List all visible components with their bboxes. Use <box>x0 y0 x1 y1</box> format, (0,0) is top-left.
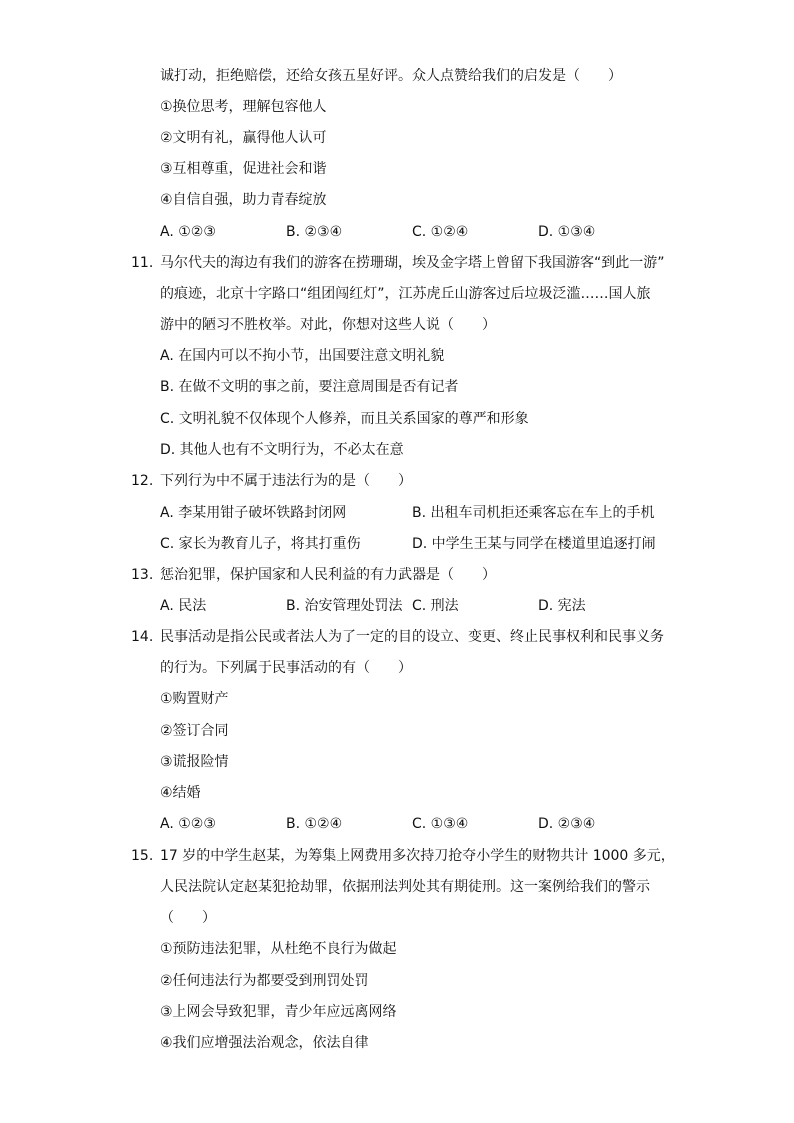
q15-stem-line-2: 人民法院认定赵某犯抢劫罪，依据刑法判处其有期徒刑。这一案例给我们的警示 <box>160 879 650 895</box>
q14-item-2: ②签订合同 <box>160 723 229 739</box>
q13-option-b[interactable]: B. 治安管理处罚法 <box>286 598 403 614</box>
q15-item-2: ②任何违法行为都要受到刑罚处罚 <box>160 973 369 989</box>
q15-stem-line-1: 17 岁的中学生赵某，为筹集上网费用多次持刀抢夺小学生的财物共计 1000 多元， <box>160 848 675 864</box>
q13-option-a[interactable]: A. 民法 <box>160 598 207 614</box>
q10-option-b[interactable]: B. ②③④ <box>286 224 343 240</box>
q14-option-a[interactable]: A. ①②③ <box>160 816 216 832</box>
q14-item-3: ③谎报险情 <box>160 754 229 770</box>
q13-number: 13. <box>131 567 154 583</box>
q12-option-c[interactable]: C. 家长为教育儿子，将其打重伤 <box>160 536 361 552</box>
q10-item-4: ④自信自强，助力青春绽放 <box>160 192 327 208</box>
q12-option-a[interactable]: A. 李某用钳子破坏铁路封闭网 <box>160 505 347 521</box>
q11-number: 11. <box>131 255 154 271</box>
q14-item-1: ①购置财产 <box>160 691 229 707</box>
q10-option-d[interactable]: D. ①③④ <box>538 224 596 240</box>
q13-stem: 惩治犯罪，保护国家和人民利益的有力武器是（ ） <box>160 567 496 583</box>
q10-stem-continuation: 诚打动，拒绝赔偿，还给女孩五星好评。众人点赞给我们的启发是（ ） <box>160 68 622 84</box>
q15-item-1: ①预防违法犯罪，从杜绝不良行为做起 <box>160 941 397 957</box>
q12-number: 12. <box>131 473 154 489</box>
q10-option-a[interactable]: A. ①②③ <box>160 224 216 240</box>
q11-stem-line-2: 的痕迹，北京十字路口“组团闯红灯”，江苏虎丘山游客过后垃圾泛滥……国人旅 <box>160 286 651 302</box>
q14-option-d[interactable]: D. ②③④ <box>538 816 596 832</box>
q12-stem: 下列行为中不属于违法行为的是（ ） <box>160 473 412 489</box>
q10-item-1: ①换位思考，理解包容他人 <box>160 99 327 115</box>
q11-option-c[interactable]: C. 文明礼貌不仅体现个人修养，而且关系国家的尊严和形象 <box>160 411 529 427</box>
q11-option-d[interactable]: D. 其他人也有不文明行为，不必太在意 <box>160 442 404 458</box>
q12-option-b[interactable]: B. 出租车司机拒还乘客忘在车上的手机 <box>412 505 655 521</box>
q15-item-3: ③上网会导致犯罪，青少年应远离网络 <box>160 1004 397 1020</box>
q11-stem-line-1: 马尔代夫的海边有我们的游客在捞珊瑚，埃及金字塔上曾留下我国游客“到此一游” <box>160 255 665 271</box>
q14-option-b[interactable]: B. ①②④ <box>286 816 343 832</box>
q10-item-3: ③互相尊重，促进社会和谐 <box>160 161 327 177</box>
q15-number: 15. <box>131 848 154 864</box>
q14-number: 14. <box>131 629 154 645</box>
q11-stem-line-3: 游中的陋习不胜枚举。对此，你想对这些人说（ ） <box>160 317 496 333</box>
q14-item-4: ④结婚 <box>160 785 201 801</box>
q13-option-d[interactable]: D. 宪法 <box>538 598 586 614</box>
q13-option-c[interactable]: C. 刑法 <box>412 598 459 614</box>
q14-option-c[interactable]: C. ①③④ <box>412 816 469 832</box>
q11-option-a[interactable]: A. 在国内可以不拘小节，出国要注意文明礼貌 <box>160 348 445 364</box>
q12-option-d[interactable]: D. 中学生王某与同学在楼道里追逐打闹 <box>412 536 656 552</box>
q10-option-c[interactable]: C. ①②④ <box>412 224 469 240</box>
q14-stem-line-2: 的行为。下列属于民事活动的有（ ） <box>160 660 412 676</box>
q10-item-2: ②文明有礼，赢得他人认可 <box>160 130 327 146</box>
q15-item-4: ④我们应增强法治观念，依法自律 <box>160 1035 369 1051</box>
q14-stem-line-1: 民事活动是指公民或者法人为了一定的目的设立、变更、终止民事权利和民事义务 <box>160 629 664 645</box>
q15-stem-line-3: （ ） <box>160 910 216 926</box>
q11-option-b[interactable]: B. 在做不文明的事之前，要注意周围是否有记者 <box>160 379 459 395</box>
